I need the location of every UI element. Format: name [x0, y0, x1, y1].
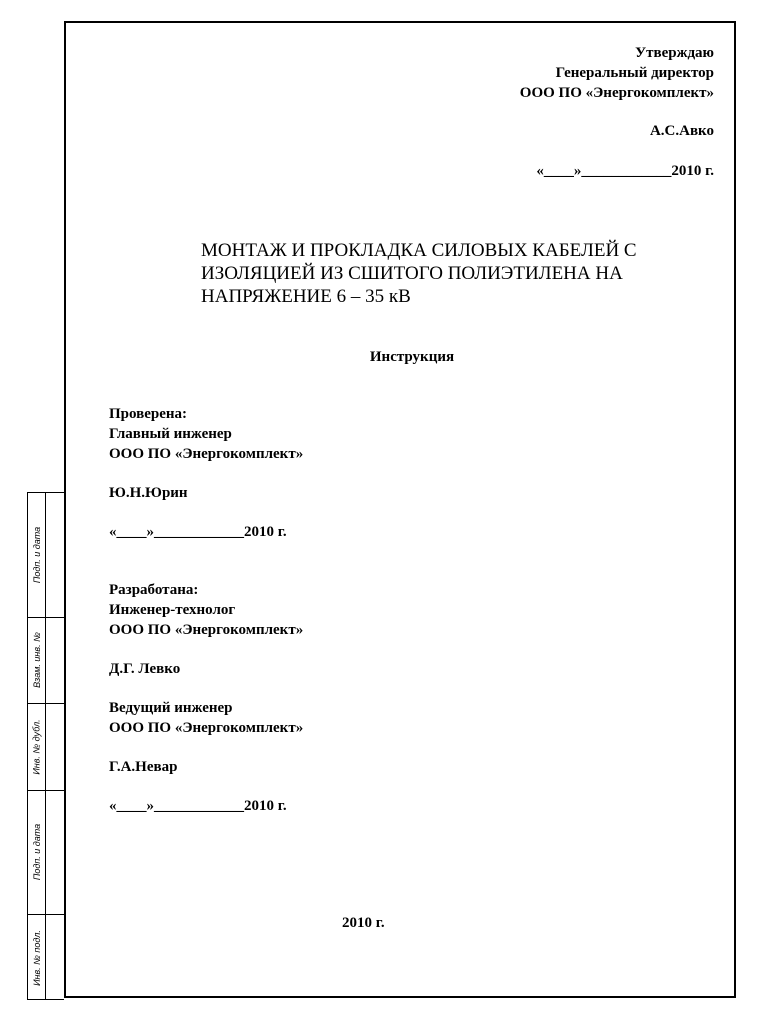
document-title — [201, 239, 637, 308]
checked-heading: Проверена: — [109, 406, 188, 422]
approval-heading: Утверждаю — [635, 45, 714, 61]
side-stamp-label-signature-date: Подп. и дата — [32, 526, 42, 584]
title-line-2: ИЗОЛЯЦИЕЙ ИЗ СШИТОГО ПОЛИЭТИЛЕНА НА — [201, 263, 623, 284]
side-stamp-label-duplicate-inv: Инв. № дубл. — [32, 718, 43, 775]
checked-company: ООО ПО «Энергокомплект» — [109, 446, 304, 462]
approval-position: Генеральный директор — [555, 65, 714, 81]
side-stamp-divider — [45, 493, 46, 999]
side-stamp-cell — [29, 617, 45, 703]
side-stamp-cell — [29, 790, 45, 914]
title-line-3: НАПРЯЖЕНИЕ 6 – 35 кВ — [201, 286, 411, 307]
title-line-1: МОНТАЖ И ПРОКЛАДКА СИЛОВЫХ КАБЕЛЕЙ С — [201, 240, 637, 261]
approval-signer: А.С.Авко — [649, 123, 714, 139]
developed-signer-2: Г.А.Невар — [109, 759, 178, 775]
side-stamp-label-original-inv: Инв. № подл. — [32, 929, 43, 986]
checked-date: «____»____________2010 г. — [109, 524, 287, 540]
approval-date: «____»____________2010 г. — [536, 163, 714, 179]
developed-heading: Разработана: — [109, 582, 199, 598]
developed-company-2: ООО ПО «Энергокомплект» — [109, 720, 304, 736]
side-stamp-label-replacement-inv: Взам. инв. № — [32, 632, 43, 688]
side-stamp-cell — [29, 703, 45, 790]
checked-signer: Ю.Н.Юрин — [109, 485, 188, 501]
side-stamp-cell — [29, 493, 45, 617]
side-stamp-cell — [29, 914, 45, 1001]
checked-position: Главный инженер — [109, 426, 232, 442]
developed-position-1: Инженер-технолог — [109, 602, 236, 618]
developed-signer-1: Д.Г. Левко — [109, 661, 181, 677]
side-stamp-label-signature-date-2: Подп. и дата — [32, 823, 42, 881]
side-stamp — [27, 492, 64, 1000]
developed-position-2: Ведущий инженер — [109, 700, 233, 716]
document-type: Инструкция — [369, 349, 455, 365]
approval-company: ООО ПО «Энергокомплект» — [519, 85, 714, 101]
footer-year: 2010 г. — [342, 915, 385, 931]
developed-company-1: ООО ПО «Энергокомплект» — [109, 622, 304, 638]
developed-date: «____»____________2010 г. — [109, 798, 287, 814]
